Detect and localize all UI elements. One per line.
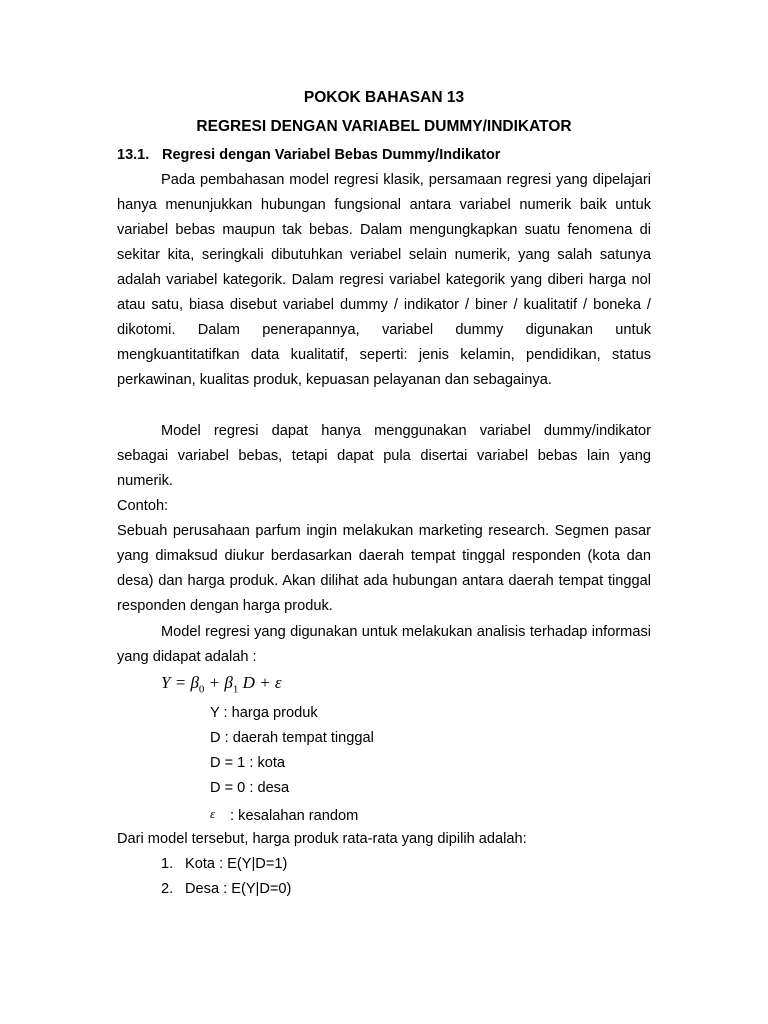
legend-epsilon-text: : kesalahan random (226, 808, 359, 824)
list-item-number: 1. (161, 856, 174, 872)
paragraph-regression: Model regresi yang digunakan untuk melakukan analisis terhadap informasi yang didapat adalah : (117, 624, 651, 665)
variable-legend (210, 701, 374, 829)
regression-formula (161, 673, 282, 695)
legend-d0: D = 0 : desa (210, 780, 290, 796)
formula-eq: = (170, 673, 191, 692)
chapter-title: POKOK BAHASAN 13 (303, 89, 465, 106)
list-item-text: Kota : E(Y|D=1) (185, 856, 288, 872)
list-item-number: 2. (161, 881, 174, 897)
epsilon-symbol: ε (210, 806, 216, 821)
list-item-text: Desa : E(Y|D=0) (185, 881, 292, 897)
list-item (161, 852, 291, 877)
paragraph-example: Sebuah perusahaan parfum ingin melakukan marketing research. Segmen pasar yang dimaksud diukur berdasarkan daerah tempat tinggal responden (kota dan desa) dan harga produk. Akan dilihat ada hubungan antara daerah tempat tinggal responden dengan harga produk. (117, 523, 651, 614)
formula-plus2: + (254, 673, 275, 692)
chapter-subtitle: REGRESI DENGAN VARIABEL DUMMY/INDIKATOR (196, 118, 572, 135)
formula-d: D (238, 673, 255, 692)
formula-y: Y (161, 673, 171, 692)
formula-beta1: β (224, 673, 233, 692)
legend-d: D : daerah tempat tinggal (210, 730, 374, 746)
legend-y: Y : harga produk (210, 705, 318, 721)
legend-epsilon (210, 801, 374, 829)
formula-beta0: β (190, 673, 199, 692)
section-heading (117, 147, 500, 163)
example-label: Contoh: (117, 498, 169, 514)
paragraph-intro: Pada pembahasan model regresi klasik, persamaan regresi yang dipelajari hanya menunjukkan hubungan fungsional antara variabel numerik baik untuk variabel bebas maupun tak bebas. Dalam mengungkapkan suatu fenomena di sekitar kita, seringkali dibutuhkan veriabel selain numerik, yang salah satunya adalah variabel kategorik. Dalam regresi variabel kategorik yang diberi harga nol atau satu, biasa disebut variabel dummy / indikator / biner / kualitatif / boneka / dikotomi. Dalam penerapannya, variabel dummy digunakan untuk mengkuantitatifkan data kualitatif, seperti: jenis kelamin, pendidikan, status perkawinan, kualitas produk, kepuasan pelayanan dan sebagainya. (117, 172, 651, 388)
list-item (161, 877, 291, 902)
formula-plus1: + (204, 673, 225, 692)
legend-d1: D = 1 : kota (210, 755, 286, 771)
conclusion-text: Dari model tersebut, harga produk rata-rata yang dipilih adalah: (117, 831, 527, 847)
section-number: 13.1. (117, 147, 150, 163)
formula-beta0-sub: 0 (198, 683, 205, 696)
section-title: Regresi dengan Variabel Bebas Dummy/Indikator (162, 147, 501, 163)
numbered-list (161, 852, 291, 902)
formula-epsilon: ε (274, 673, 282, 692)
paragraph-model: Model regresi dapat hanya menggunakan variabel dummy/indikator sebagai variabel bebas, tetapi dapat pula disertai variabel bebas lain yang numerik. (117, 423, 651, 489)
formula-beta1-sub: 1 (232, 683, 239, 696)
